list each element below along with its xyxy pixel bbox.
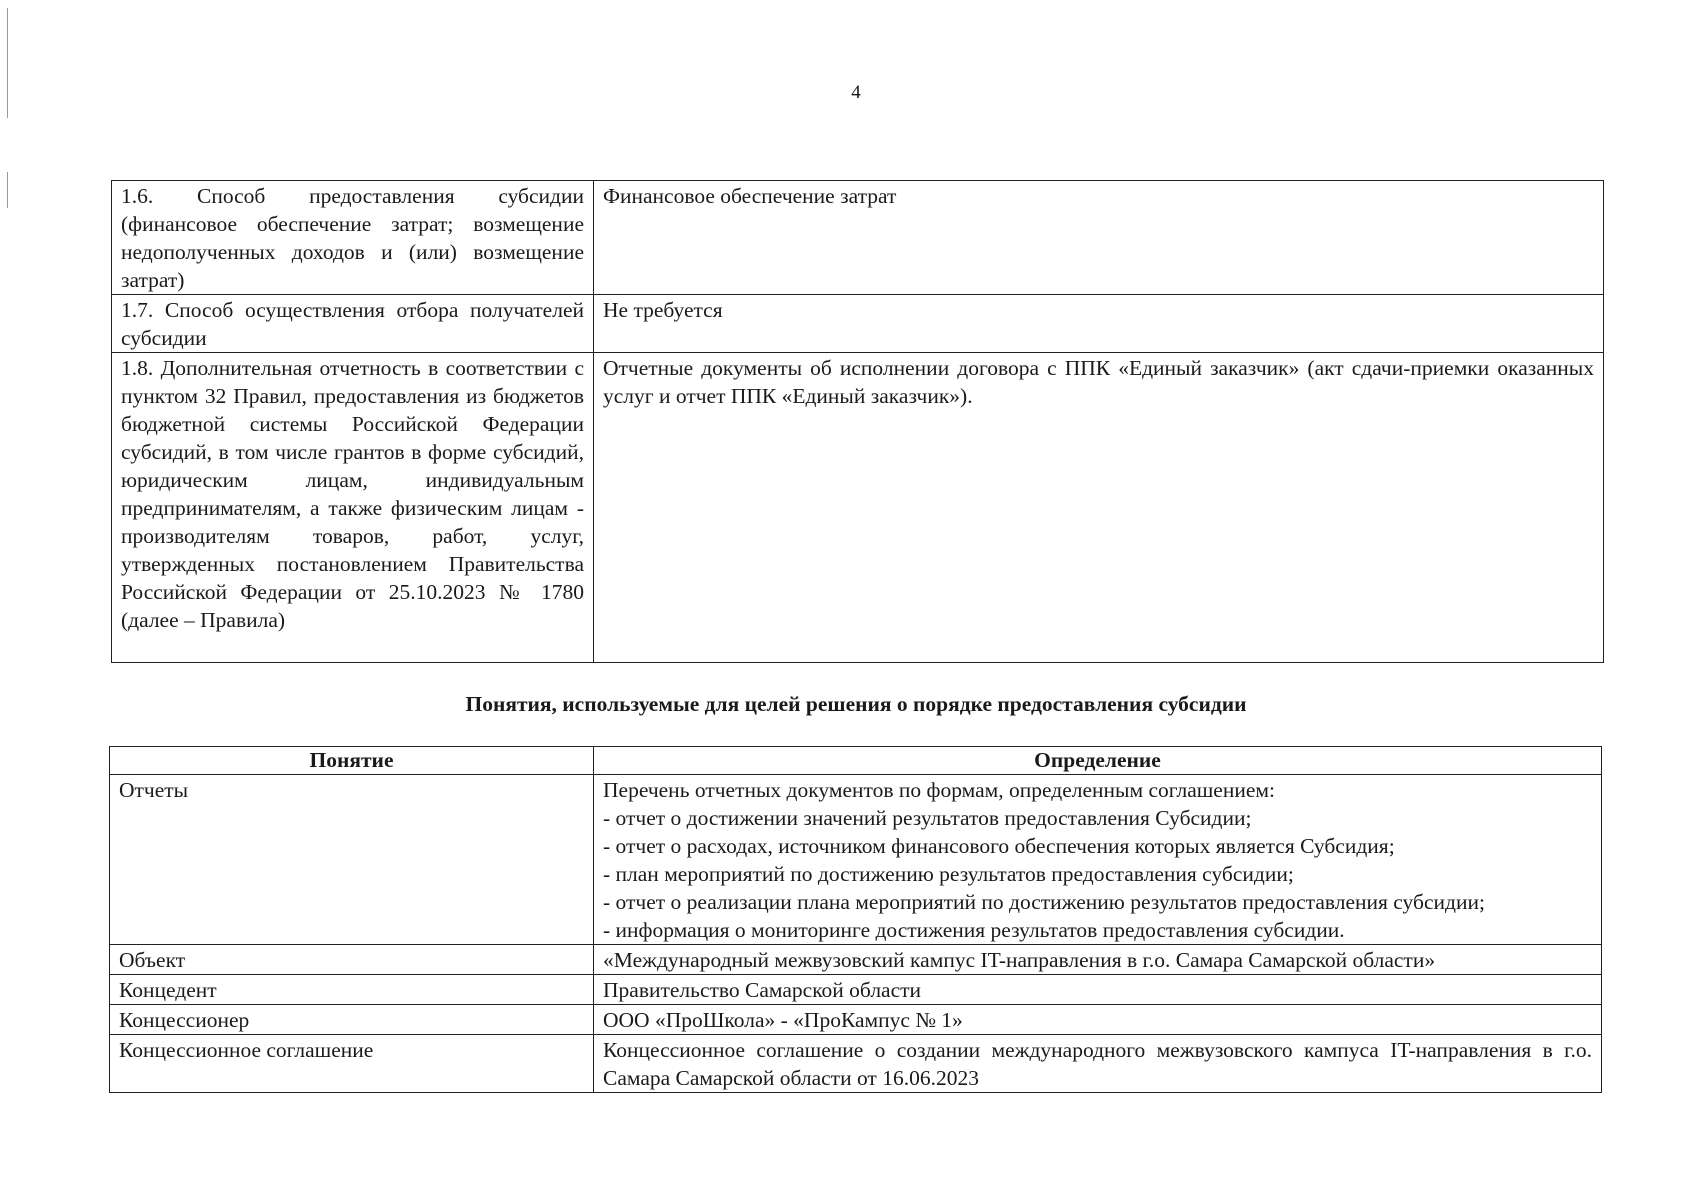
definition-line: - информация о мониторинге достижения результатов предоставления субсидии. <box>603 918 1345 942</box>
table-row <box>110 1005 1602 1035</box>
param-value: Не требуется <box>594 295 1604 353</box>
param-label: 1.6. Способ предоставления субсидии (финансовое обеспечение затрат; возмещение недополученных доходов и (или) возмещение затрат) <box>112 181 594 295</box>
param-label: 1.8. Дополнительная отчетность в соответствии с пунктом 32 Правил, предоставления из бюджетов бюджетной системы Российской Федерации субсидий, в том числе грантов в форме субсидий, юридическим лицам, индивидуальным предпринимателям, а также физическим лицам - производителям товаров, работ, услуг, утвержденных постановлением Правительства Российской Федерации от 25.10.2023 № 1780 (далее – Правила) <box>112 353 594 663</box>
table-row <box>110 945 1602 975</box>
section-title: Понятия, используемые для целей решения о порядке предоставления субсидии <box>465 692 1247 716</box>
definition-line: - отчет о достижении значений результатов предоставления Субсидии; <box>603 806 1252 830</box>
table-row <box>112 295 1604 353</box>
term-cell: Концессионер <box>110 1005 594 1035</box>
definition-cell: «Международный межвузовский кампус IT-направления в г.о. Самара Самарской области» <box>594 945 1602 975</box>
definition-line: - план мероприятий по достижению результатов предоставления субсидии; <box>603 862 1294 886</box>
table-row <box>110 975 1602 1005</box>
scan-margin-mark-middle <box>7 172 8 208</box>
table-row <box>110 775 1602 945</box>
page-number: 4 <box>851 82 861 103</box>
param-value: Отчетные документы об исполнении договора с ППК «Единый заказчик» (акт сдачи-приемки оказанных услуг и отчет ППК «Единый заказчик»). <box>594 353 1604 663</box>
definition-cell: Правительство Самарской области <box>594 975 1602 1005</box>
definition-cell: ООО «ПроШкола» - «ПроКампус № 1» <box>594 1005 1602 1035</box>
definitions-table <box>109 746 1602 1093</box>
table-row <box>112 353 1604 663</box>
definition-cell <box>594 775 1602 945</box>
term-cell: Объект <box>110 945 594 975</box>
table-row <box>112 181 1604 295</box>
term-cell: Концедент <box>110 975 594 1005</box>
definition-line: Перечень отчетных документов по формам, определенным соглашением: <box>603 778 1275 802</box>
param-value: Финансовое обеспечение затрат <box>594 181 1604 295</box>
subsidy-parameters-table <box>111 180 1604 663</box>
table-row <box>110 1035 1602 1093</box>
definition-line: - отчет о расходах, источником финансового обеспечения которых является Субсидия; <box>603 834 1395 858</box>
param-label: 1.7. Способ осуществления отбора получателей субсидии <box>112 295 594 353</box>
term-cell: Концессионное соглашение <box>110 1035 594 1093</box>
column-header-definition: Определение <box>594 747 1602 775</box>
term-cell: Отчеты <box>110 775 594 945</box>
column-header-term: Понятие <box>110 747 594 775</box>
table-header-row <box>110 747 1602 775</box>
definition-cell: Концессионное соглашение о создании международного межвузовского кампуса IT-направления в г.о. Самара Самарской области от 16.06.2023 <box>594 1035 1602 1093</box>
definition-line: - отчет о реализации плана мероприятий по достижению результатов предоставления субсидии; <box>603 890 1485 914</box>
